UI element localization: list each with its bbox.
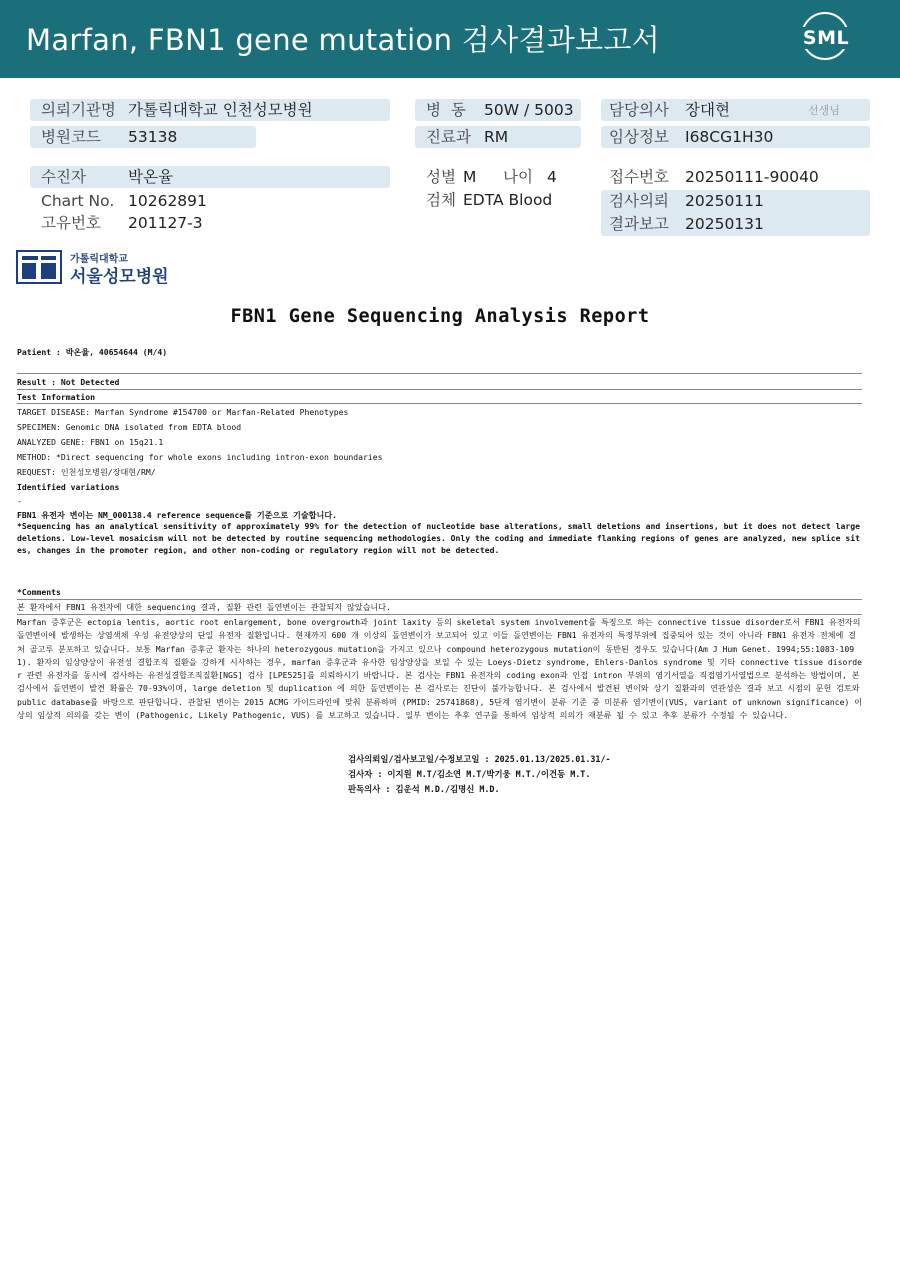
hospital-code-label: 병원코드	[41, 128, 101, 146]
institution-field	[30, 99, 390, 121]
sex-age-field	[415, 166, 581, 188]
clinical-info-value: I68CG1H30	[685, 128, 774, 146]
ward-field	[415, 99, 581, 121]
sex-label: 성별	[426, 168, 456, 186]
report-header-title: Marfan, FBN1 gene mutation 검사결과보고서	[26, 23, 660, 57]
receipt-no-field	[601, 166, 870, 188]
receipt-no-label: 접수번호	[609, 168, 669, 186]
hospital-code-field	[30, 126, 256, 148]
hospital-name: 서울성모병원	[70, 267, 169, 287]
sex-value: M	[463, 168, 477, 186]
report-title: FBN1 Gene Sequencing Analysis Report	[230, 306, 650, 327]
comments-top-divider	[17, 599, 862, 600]
report-date-value: 20250131	[685, 215, 764, 233]
hospital-code-value: 53138	[128, 128, 178, 146]
age-value: 4	[547, 168, 557, 186]
chart-no-field	[30, 190, 390, 212]
comments-bottom-divider	[17, 614, 862, 615]
institution-value: 가톨릭대학교 인천성모병원	[128, 101, 313, 119]
chart-no-label: Chart No.	[41, 192, 115, 210]
identified-variations-heading: Identified variations	[17, 482, 120, 492]
identified-variations-value: -	[17, 496, 22, 506]
method-line: METHOD: *Direct sequencing for whole exons including intron-exon boundaries	[17, 452, 383, 462]
unique-no-label: 고유번호	[41, 214, 101, 232]
target-disease-line: TARGET DISEASE: Marfan Syndrome #154700 or Marfan-Related Phenotypes	[17, 407, 349, 417]
department-field	[415, 126, 581, 148]
comment-summary: 본 환자에서 FBN1 유전자에 대한 sequencing 결과, 질환 관련 돌연변이는 관찰되지 않았습니다.	[17, 602, 391, 612]
request-date-label: 검사의뢰	[609, 192, 669, 210]
request-report-date-field	[601, 190, 870, 236]
comment-body: Marfan 증후군은 ectopia lentis, aortic root enlargement, bone overgrowth과 joint laxity 등의 skeletal system involvement를 특징으로 하는 connective tissue disorder로서 FBN1 유전자의 돌연변이에 발생하는 상염색체 우성 유전양상의 단일 유전자 질환입니다. 현재까지 600 개 이상의 돌연변이가 보고되어 있고 이들 돌연변이는 FBN1 유전자의 특정부위에 집중되어 있는 것이 아니라 FBN1 유전자 전체에 걸쳐 골고루 분포하고 있습니다. 보통 Marfan 증후군 환자는 하나의 heterozygous mutation을 가지고 있으나 compound heterozygous mutation이 동반된 경우도 있습니다(Am J Hum Genet. 1994;55:1083-1091). 환자의 임상양상이 유전성 결합조직 질환을 강하게 시사하는 경우, marfan 증후군과 유사한 임상양상을 보일 수 있는 Loeys-Dietz syndrome, Ehlers-Danlos syndrome 및 기타 connective tissue disorder 관련 유전자를 동시에 검사하는 유전성결합조직질환[NGS] 검사 [LPE525]를 의뢰하시기 바랍니다. 본 검사는 FBN1 유전자의 coding exon과 인접 intron 부위의 염기서열을 직접염기서열법으로 분석하는 방법이며, 본 검사에서 돌연변이 발견 확률은 70-93%이며, large deletion 및 duplication 에 의한 돌연변이는 본 검사로는 진단이 불가능합니다. 본 검사에서 발견된 변이와 상기 질환과의 연관성은 결과 보고 시점의 문헌 검토와 public database를 바탕으로 판단합니다. 관찰된 변이는 2015 ACMG 가이드라인에 맞춰 분류하며 (PMID: 25741868), 5단계 염기변이 분류 기준 중 미분류 염기변이(VUS, variant of unknown significance) 이상의 임상적 의의를 갖는 변이 (Pathogenic, Likely Pathogenic, VUS) 를 보고하고 있습니다. 일부 변이는 추후 연구를 통하여 임상적 의의가 재분류 될 수 있고 추후 분류가 수정될 수 있습니다.	[17, 617, 863, 721]
patient-label: 수진자	[41, 168, 86, 186]
result-bottom-divider	[17, 389, 862, 390]
test-info-divider	[17, 403, 862, 404]
dates-line: 검사의뢰일/검사보고일/수정보고일 : 2025.01.13/2025.01.31/-	[348, 754, 611, 764]
technicians-line: 검사자 : 이지원 M.T/김소연 M.T/박기웅 M.T./이건동 M.T.	[348, 769, 591, 779]
patient-field	[30, 166, 390, 188]
doctor-value: 장대현	[685, 101, 730, 119]
hospital-emblem-icon	[16, 250, 62, 284]
department-value: RM	[484, 128, 509, 146]
reference-sequence-line: FBN1 유전자 변이는 NM_000138.4 reference sequence를 기준으로 기술합니다.	[17, 510, 338, 520]
request-date-value: 20250111	[685, 192, 764, 210]
doctor-label: 담당의사	[609, 101, 669, 119]
doctor-field	[601, 99, 870, 121]
clinical-info-label: 임상정보	[609, 128, 669, 146]
test-info-heading: Test Information	[17, 392, 95, 402]
specimen-label: 검체	[426, 191, 456, 209]
result-top-divider	[17, 373, 862, 374]
clinical-info-field	[601, 126, 870, 148]
chart-no-value: 10262891	[128, 192, 207, 210]
age-label: 나이	[503, 168, 533, 186]
comments-heading: *Comments	[17, 587, 61, 597]
hospital-university-name: 가톨릭대학교	[70, 254, 128, 265]
institution-label: 의뢰기관명	[41, 101, 116, 119]
patient-line: Patient : 박온율, 40654644 (M/4)	[17, 347, 168, 357]
pathologist-line: 판독의사 : 김운석 M.D./김명신 M.D.	[348, 784, 500, 794]
doctor-suffix: 선생님	[808, 104, 840, 117]
request-line: REQUEST: 인천성모병원/장대현/RM/	[17, 467, 156, 477]
hospital-logo	[16, 250, 176, 288]
receipt-no-value: 20250111-90040	[685, 168, 819, 186]
ward-value: 50W / 5003	[484, 101, 574, 119]
report-header	[0, 0, 900, 78]
specimen-line: SPECIMEN: Genomic DNA isolated from EDTA blood	[17, 422, 242, 432]
ward-label: 병 동	[426, 101, 466, 119]
department-label: 진료과	[426, 128, 471, 146]
patient-value: 박온율	[128, 168, 173, 186]
specimen-field	[415, 189, 581, 211]
sml-logo	[796, 12, 856, 66]
sensitivity-note: *Sequencing has an analytical sensitivity of approximately 99% for the detection of nucleotide base alterations, small deletions and insertions, but it does not detect large deletions. Low-level mosaicism will not be detected by routine sequencing methodologies. Only the coding and immediate flanking regions of genes are analyzed, new splice sites, changes in the promoter region, and other non-coding or regulatory region will not be detected.	[17, 521, 861, 555]
report-date-label: 결과보고	[609, 215, 669, 233]
specimen-value: EDTA Blood	[463, 191, 553, 209]
unique-no-value: 201127-3	[128, 214, 203, 232]
sml-logo-text: SML	[796, 27, 856, 49]
analyzed-gene-line: ANALYZED GENE: FBN1 on 15q21.1	[17, 437, 164, 447]
unique-no-field	[30, 212, 390, 234]
result-line: Result : Not Detected	[17, 377, 120, 387]
